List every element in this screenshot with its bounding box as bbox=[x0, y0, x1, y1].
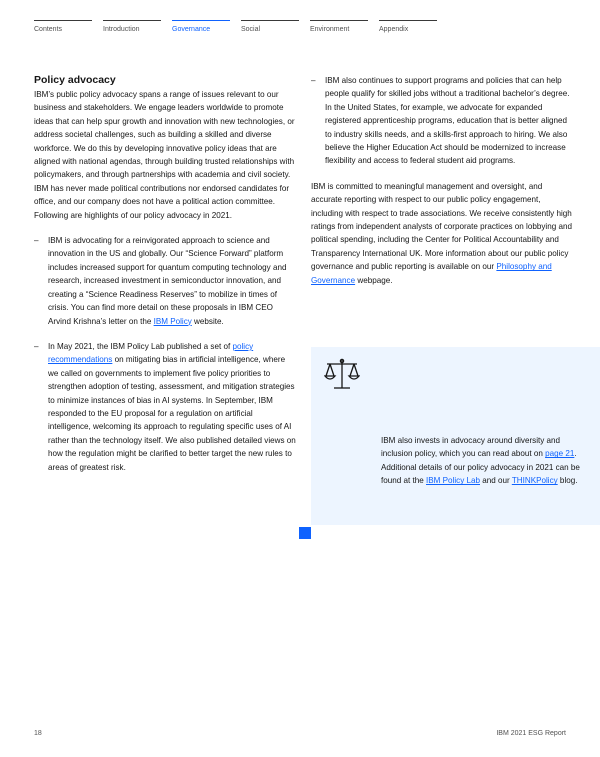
bullet-science: – IBM is advocating for a reinvigorated approach to science and innovation in the US and globally. Our “Science Forward” platform includes increased support for quantum computing technology and research, increased investment in semiconductor innovation, and creating a “Science Readiness Reserves” to mobilize in times of crisis. You can find more detail on these proposals in IBM CEO Arvind Krishna’s letter on the IBM Policy website. bbox=[34, 236, 287, 326]
top-nav bbox=[34, 20, 448, 33]
nav-appendix[interactable]: Appendix bbox=[379, 20, 437, 33]
nav-environment[interactable]: Environment bbox=[310, 20, 368, 33]
nav-social[interactable]: Social bbox=[241, 20, 299, 33]
nav-introduction[interactable]: Introduction bbox=[103, 20, 161, 33]
page-number: 18 bbox=[34, 730, 42, 737]
section-heading: Policy advocacy bbox=[34, 74, 116, 86]
left-column bbox=[34, 74, 296, 474]
right-column bbox=[311, 74, 573, 287]
bullet-ai-bias: – In May 2021, the IBM Policy Lab published a set of policy recommendations on mitigating bias in artificial intelligence, where we called on governments to implement five policy priorities to strengthen adoption of testing, assessment, and mitigation strategies to minimize instances of bias in AI systems. In September, IBM responded to the EU proposal for a regulation on artificial intelligence, welcoming its approach to regulating specific uses of AI rather than the technology itself. We also published detailed views on how the regulation might be clarified to better target the new rules to areas of greatest risk. bbox=[34, 341, 296, 472]
policy-recommendations-link[interactable]: policy recommendations bbox=[48, 341, 254, 365]
thinkpolicy-link[interactable]: THINKPolicy bbox=[511, 476, 558, 486]
philosophy-governance-link[interactable]: Philosophy and Governance bbox=[311, 262, 552, 285]
scale-icon bbox=[324, 357, 360, 391]
intro-paragraph: IBM’s public policy advocacy spans a range of issues relevant to our business and stakeholders. We engage leaders worldwide to promote ideas that can help spur growth and innovation with new technologies, or address societal challenges, such as building a skilled and diverse workforce. We do this by developing innovative policy ideas that are aligned with national agendas, through building trusted relationships with policymakers, and through partnerships with academia and civil society. IBM has never made political contributions nor endorsed candidates for office, and our company does not have a political action committee. Following are highlights of our policy advocacy in 2021. bbox=[34, 90, 295, 220]
ibm-policy-lab-link[interactable]: IBM Policy Lab bbox=[426, 476, 480, 486]
bullet-skills: – IBM also continues to support programs and policies that can help people qualify for skilled jobs without a traditional bachelor’s degree. In the United States, for example, we advocate for expanded registered apprenticeship programs, education that is better aligned to industry skills needs, and a skills-first approach to hiring. We also believe the Higher Education Act should be modernized to increase flexibility and access to federal student aid programs. bbox=[311, 76, 570, 166]
accent-square bbox=[299, 527, 311, 539]
nav-governance[interactable]: Governance bbox=[172, 20, 230, 33]
nav-contents[interactable]: Contents bbox=[34, 20, 92, 33]
governance-paragraph: IBM is committed to meaningful management and oversight, and accurate reporting with respect to our public policy engagement, including with respect to trade associations. We receive consistently high ratings from independent analysts of corporate practices on lobbying and political spending, including the Center for Political Accountability and Transparency International UK. More information about our public policy governance and public reporting is available on our Philosophy and Governance webpage. bbox=[311, 181, 572, 285]
callout-text: IBM also invests in advocacy around diversity and inclusion policy, which you can read about on page 21. Additional details of our policy advocacy in 2021 can be found at the IBM Policy Lab and our THINKPolicy blog. bbox=[381, 436, 580, 486]
callout-box bbox=[311, 347, 600, 525]
page-21-link[interactable]: page 21 bbox=[545, 449, 575, 459]
report-title: IBM 2021 ESG Report bbox=[496, 730, 566, 737]
ibm-policy-link[interactable]: IBM Policy bbox=[153, 316, 192, 326]
